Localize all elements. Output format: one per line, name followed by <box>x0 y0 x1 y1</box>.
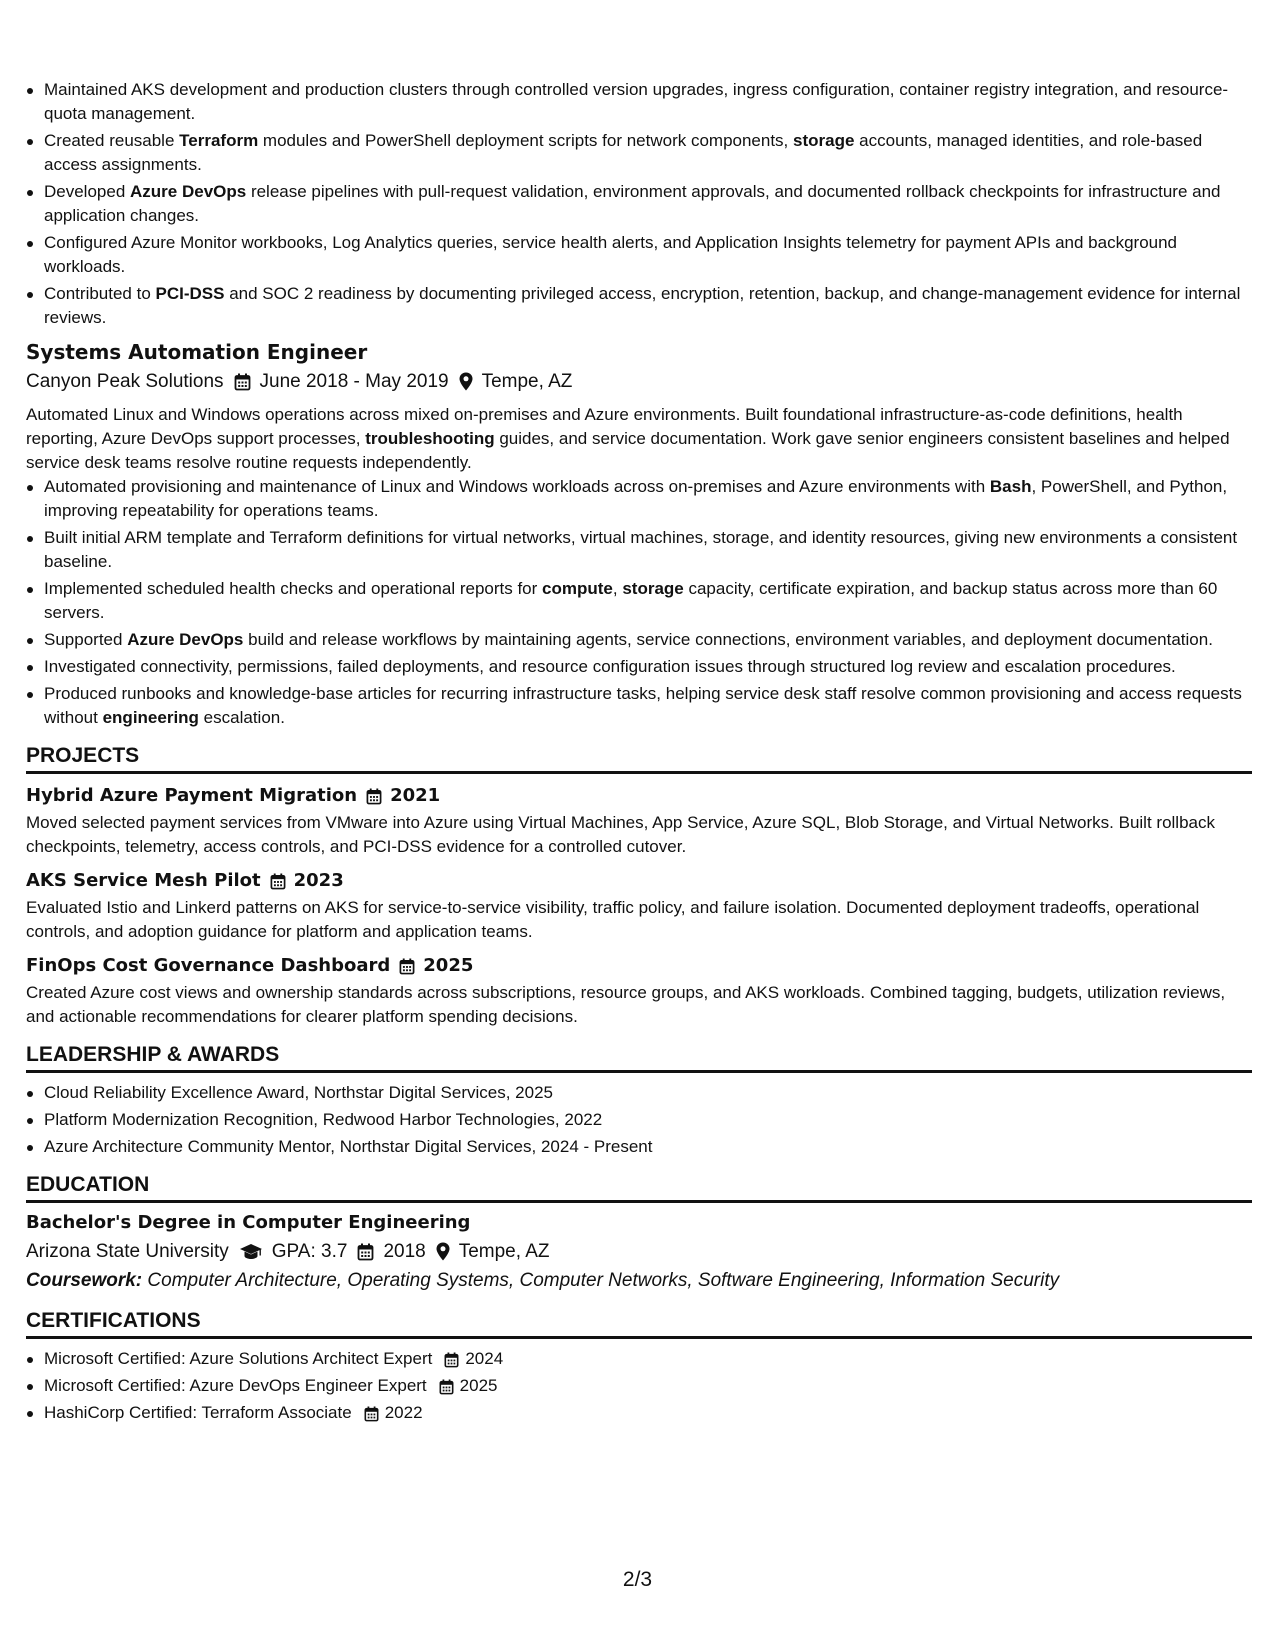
education-location <box>436 1239 550 1265</box>
education-date <box>357 1239 425 1265</box>
company-name: Canyon Peak Solutions <box>26 371 224 392</box>
degree-title: Bachelor's Degree in Computer Engineering <box>26 1212 471 1233</box>
bold-keyword: Azure DevOps <box>127 630 244 649</box>
bold-keyword: Terraform <box>179 131 259 150</box>
project-year <box>399 954 473 978</box>
list-item: Contributed to PCI-DSS and SOC 2 readiness by documenting privileged access, encryption, retention, backup, and change-management evidence for internal reviews. <box>26 282 1252 330</box>
graduation-cap-icon <box>239 1239 263 1265</box>
calendar-icon <box>399 954 415 978</box>
bold-keyword: troubleshooting <box>365 429 495 448</box>
calendar-icon <box>270 869 286 893</box>
certifications-heading: CERTIFICATIONS <box>26 1308 1252 1339</box>
certification-year: 2024 <box>465 1349 504 1368</box>
coursework-list: Computer Architecture, Operating Systems, Computer Networks, Software Engineering, Information Security <box>142 1270 1060 1291</box>
previous-role-bullets <box>26 78 1252 330</box>
project-title-row <box>26 869 1252 893</box>
project-title: Hybrid Azure Payment Migration <box>26 785 358 806</box>
calendar-icon <box>439 1374 454 1398</box>
project-description: Created Azure cost views and ownership standards across subscriptions, resource groups, and AKS workloads. Combined tagging, budgets, utilization reviews, and actionable recommendations for clearer platform spending decisions. <box>26 983 1226 1026</box>
project-title-row <box>26 954 1252 978</box>
bold-keyword: Azure DevOps <box>130 182 247 201</box>
list-item: Maintained AKS development and production clusters through controlled version upgrades, ingress configuration, container registry integration, and resource-quota management. <box>26 78 1252 126</box>
list-item: Built initial ARM template and Terraform definitions for virtual networks, virtual machines, storage, and identity resources, giving new environments a consistent baseline. <box>26 526 1252 574</box>
project-year <box>270 869 344 893</box>
project-item <box>26 954 1252 1029</box>
school-name: Arizona State University <box>26 1241 229 1262</box>
bold-keyword: engineering <box>102 708 199 727</box>
job-bullets <box>26 475 1252 730</box>
project-title-row <box>26 784 1252 808</box>
list-item: Supported Azure DevOps build and release workflows by maintaining agents, service connections, environment variables, and deployment documentation. <box>26 628 1252 652</box>
list-item: Azure Architecture Community Mentor, Northstar Digital Services, 2024 - Present <box>26 1135 1252 1159</box>
list-item: Created reusable Terraform modules and PowerShell deployment scripts for network components, storage accounts, managed identities, and role-based access assignments. <box>26 129 1252 177</box>
calendar-icon <box>364 1401 379 1425</box>
list-item: Automated provisioning and maintenance of Linux and Windows workloads across on-premises and Azure environments with Bash, PowerShell, and Python, improving repeatability for operations teams. <box>26 475 1252 523</box>
job-location-text: Tempe, AZ <box>481 371 573 392</box>
calendar-icon <box>444 1347 459 1371</box>
list-item <box>26 1401 1252 1425</box>
list-item: Implemented scheduled health checks and operational reports for compute, storage capacity, certificate expiration, and backup status across more than 60 servers. <box>26 577 1252 625</box>
job-dates <box>234 369 449 395</box>
calendar-icon <box>234 369 251 395</box>
list-item: Investigated connectivity, permissions, failed deployments, and resource configuration issues through structured log review and escalation procedures. <box>26 655 1252 679</box>
list-item <box>26 1374 1252 1398</box>
project-title: AKS Service Mesh Pilot <box>26 870 261 891</box>
bold-keyword: storage <box>622 579 684 598</box>
education-year: 2018 <box>383 1241 426 1262</box>
education-heading: EDUCATION <box>26 1172 1252 1203</box>
bold-keyword: compute <box>542 579 613 598</box>
list-item: Cloud Reliability Excellence Award, Northstar Digital Services, 2025 <box>26 1081 1252 1105</box>
education-meta <box>26 1239 1252 1265</box>
project-year-text: 2023 <box>293 870 344 891</box>
project-year-text: 2025 <box>423 955 474 976</box>
job-title: Systems Automation Engineer <box>26 340 368 364</box>
project-title: FinOps Cost Governance Dashboard <box>26 955 391 976</box>
list-item: Developed Azure DevOps release pipelines with pull-request validation, environment approvals, and documented rollback checkpoints for infrastructure and application changes. <box>26 180 1252 228</box>
coursework <box>26 1267 1252 1295</box>
education-location-text: Tempe, AZ <box>458 1241 550 1262</box>
awards-heading: LEADERSHIP & AWARDS <box>26 1042 1252 1073</box>
certification-entry <box>44 1401 423 1425</box>
awards-list <box>26 1081 1252 1159</box>
certification-name: HashiCorp Certified: Terraform Associate <box>44 1403 352 1422</box>
certification-name: Microsoft Certified: Azure DevOps Engineer Expert <box>44 1376 427 1395</box>
projects-heading: PROJECTS <box>26 743 1252 774</box>
bold-keyword: storage <box>793 131 855 150</box>
project-description: Moved selected payment services from VMware into Azure using Virtual Machines, App Service, Azure SQL, Blob Storage, and Virtual Networks. Built rollback checkpoints, telemetry, access controls, and PCI-DSS evidence for a controlled cutover. <box>26 813 1215 856</box>
job-summary: Automated Linux and Windows operations across mixed on-premises and Azure environments. Built foundational infrastructure-as-code definitions, health reporting, Azure DevOps support processes, troubleshooting guides, and service documentation. Work gave senior engineers consistent baselines and helped service desk teams resolve routine requests independently. <box>26 405 1230 472</box>
project-year-text: 2021 <box>390 785 441 806</box>
certification-entry <box>44 1374 498 1398</box>
list-item <box>26 1347 1252 1371</box>
certification-year: 2022 <box>384 1403 423 1422</box>
list-item: Produced runbooks and knowledge-base articles for recurring infrastructure tasks, helping service desk staff resolve common provisioning and access requests without engineering escalation. <box>26 682 1252 730</box>
certifications-list <box>26 1347 1252 1425</box>
job-location <box>459 369 573 395</box>
education-gpa <box>239 1239 348 1265</box>
project-item <box>26 869 1252 944</box>
list-item: Platform Modernization Recognition, Redwood Harbor Technologies, 2022 <box>26 1108 1252 1132</box>
certification-entry <box>44 1347 503 1371</box>
job-date-range: June 2018 - May 2019 <box>259 371 449 392</box>
project-description: Evaluated Istio and Linkerd patterns on AKS for service-to-service visibility, traffic policy, and failure isolation. Documented deployment tradeoffs, operational controls, and adoption guidance for platform and application teams. <box>26 898 1200 941</box>
job-meta <box>26 369 1252 395</box>
resume-page-2 <box>26 78 1252 1428</box>
map-pin-icon <box>436 1239 450 1265</box>
project-year <box>366 784 440 808</box>
gpa-text: GPA: 3.7 <box>271 1241 348 1262</box>
coursework-label: Coursework: <box>26 1270 143 1291</box>
bold-keyword: PCI-DSS <box>155 284 225 303</box>
calendar-icon <box>366 784 382 808</box>
calendar-icon <box>357 1239 374 1265</box>
certification-year: 2025 <box>459 1376 498 1395</box>
page-number: 2/3 <box>622 1568 653 1591</box>
list-item: Configured Azure Monitor workbooks, Log Analytics queries, service health alerts, and Application Insights telemetry for payment APIs and background workloads. <box>26 231 1252 279</box>
certification-name: Microsoft Certified: Azure Solutions Architect Expert <box>44 1349 433 1368</box>
bold-keyword: Bash <box>989 477 1032 496</box>
map-pin-icon <box>459 369 473 395</box>
project-item <box>26 784 1252 859</box>
